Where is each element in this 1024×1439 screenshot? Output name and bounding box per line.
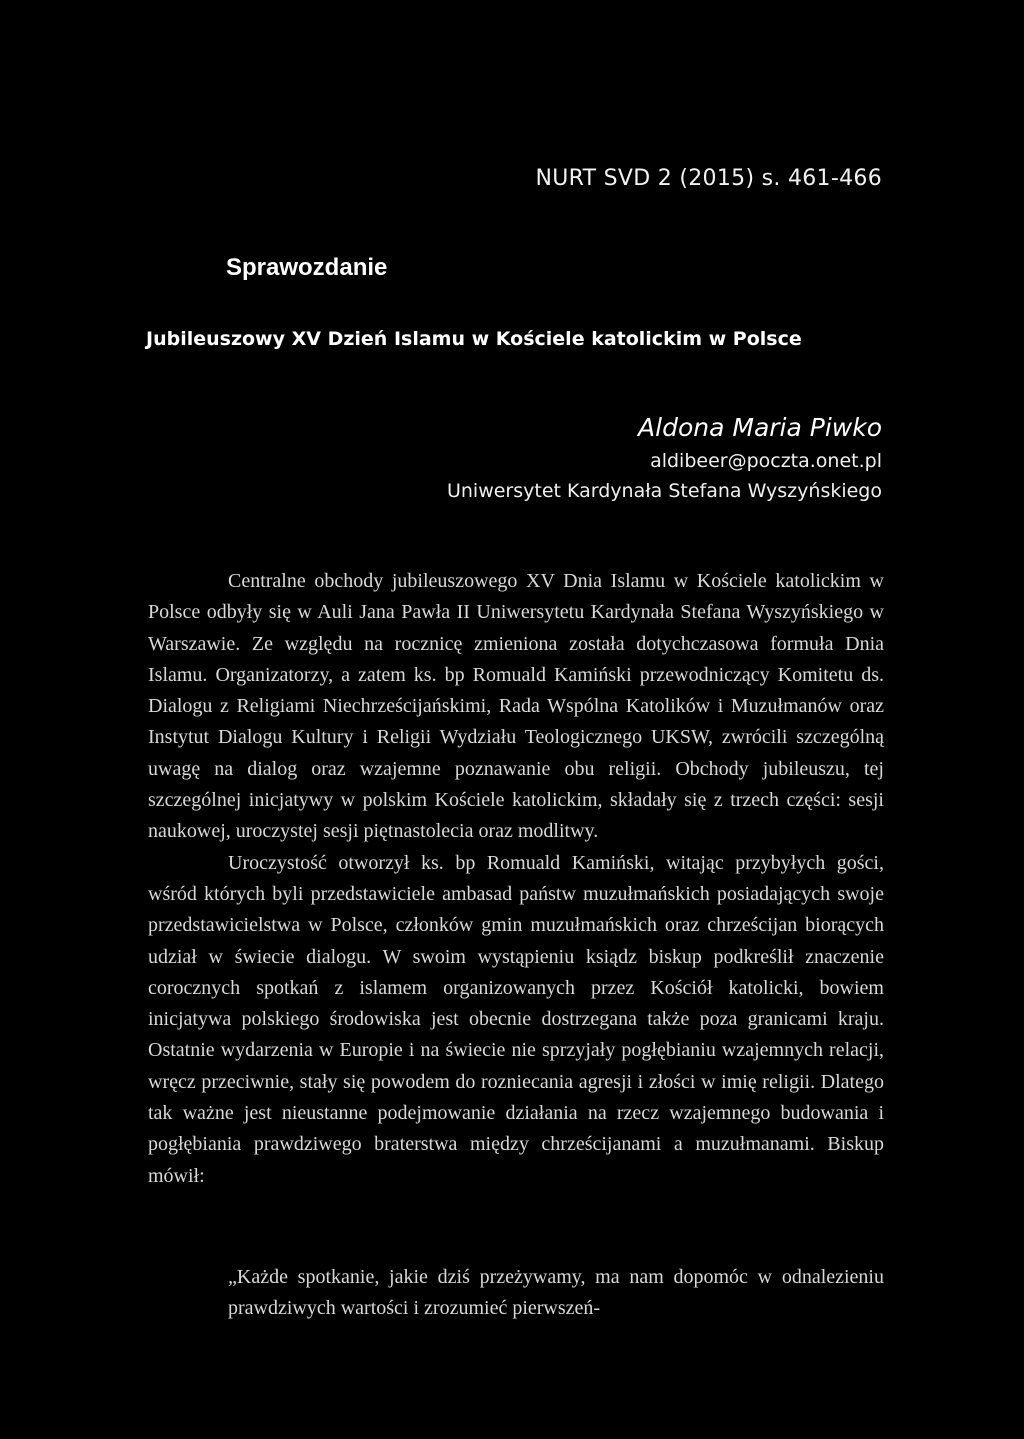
author-name: Aldona Maria Piwko (638, 413, 882, 442)
author-affiliation: Uniwersytet Kardynała Stefana Wyszyńskiego (446, 480, 882, 502)
author-email: aldibeer@poczta.onet.pl (650, 450, 882, 472)
section-label: Sprawozdanie (226, 254, 388, 281)
journal-reference: NURT SVD 2 (2015) s. 461-466 (535, 166, 882, 191)
paragraph-1: Centralne obchody jubileuszowego XV Dnia Islamu w Kościele katolickim w Polsce odbyły się w Auli Jana Pawła II Uniwersytetu Kardynała Stefana Wyszyńskiego w Warszawie. Ze względu na rocznicę zmieniona została dotychczasowa formuła Dnia Islamu. Organizatorzy, a zatem ks. bp Romuald Kamiński przewodniczący Komitetu ds. Dialogu z Religiami Niechrześcijańskimi, Rada Wspólna Katolików i Muzułmanów oraz Instytut Dialogu Kultury i Religii Wydziału Teologicznego UKSW, zwrócili szczególną uwagę na dialog oraz wzajemne poznawanie obu religii. Obchody jubileuszu, tej szczególnej inicjatywy w polskim Kościele katolickim, składały się z trzech części: sesji naukowej, uroczystej sesji piętnastolecia oraz modlitwy. (148, 570, 884, 843)
block-quote: „Każde spotkanie, jakie dziś przeżywamy, ma nam dopomóc w odnalezieniu prawdziwych wartości i zrozumieć pierwszeń- (228, 1266, 884, 1320)
author-block (447, 410, 882, 506)
body-text (148, 566, 884, 1192)
article-title: Jubileuszowy XV Dzień Islamu w Kościele katolickim w Polsce (146, 328, 802, 350)
paragraph-2: Uroczystość otworzył ks. bp Romuald Kamiński, witając przybyłych gości, wśród których byli przedstawiciele ambasad państw muzułmańskich posiadających swoje przedstawicielstwa w Polsce, członków gmin muzułmańskich oraz chrześcijan biorących udział w świecie dialogu. W swoim wystąpieniu ksiądz biskup podkreślił znaczenie corocznych spotkań z islamem organizowanych przez Kościół katolicki, bowiem inicjatywa polskiego środowiska jest obecnie dostrzegana także poza granicami kraju. Ostatnie wydarzenia w Europie i na świecie nie sprzyjały pogłębianiu wzajemnych relacji, wręcz przeciwnie, stały się powodem do rozniecania agresji i złości w imię religii. Dlatego tak ważne jest nieustanne podejmowanie działania na rzecz wzajemnego budowania i pogłębiania prawdziwego braterstwa między chrześcijanami a muzułmanami. Biskup mówił: (148, 851, 884, 1187)
